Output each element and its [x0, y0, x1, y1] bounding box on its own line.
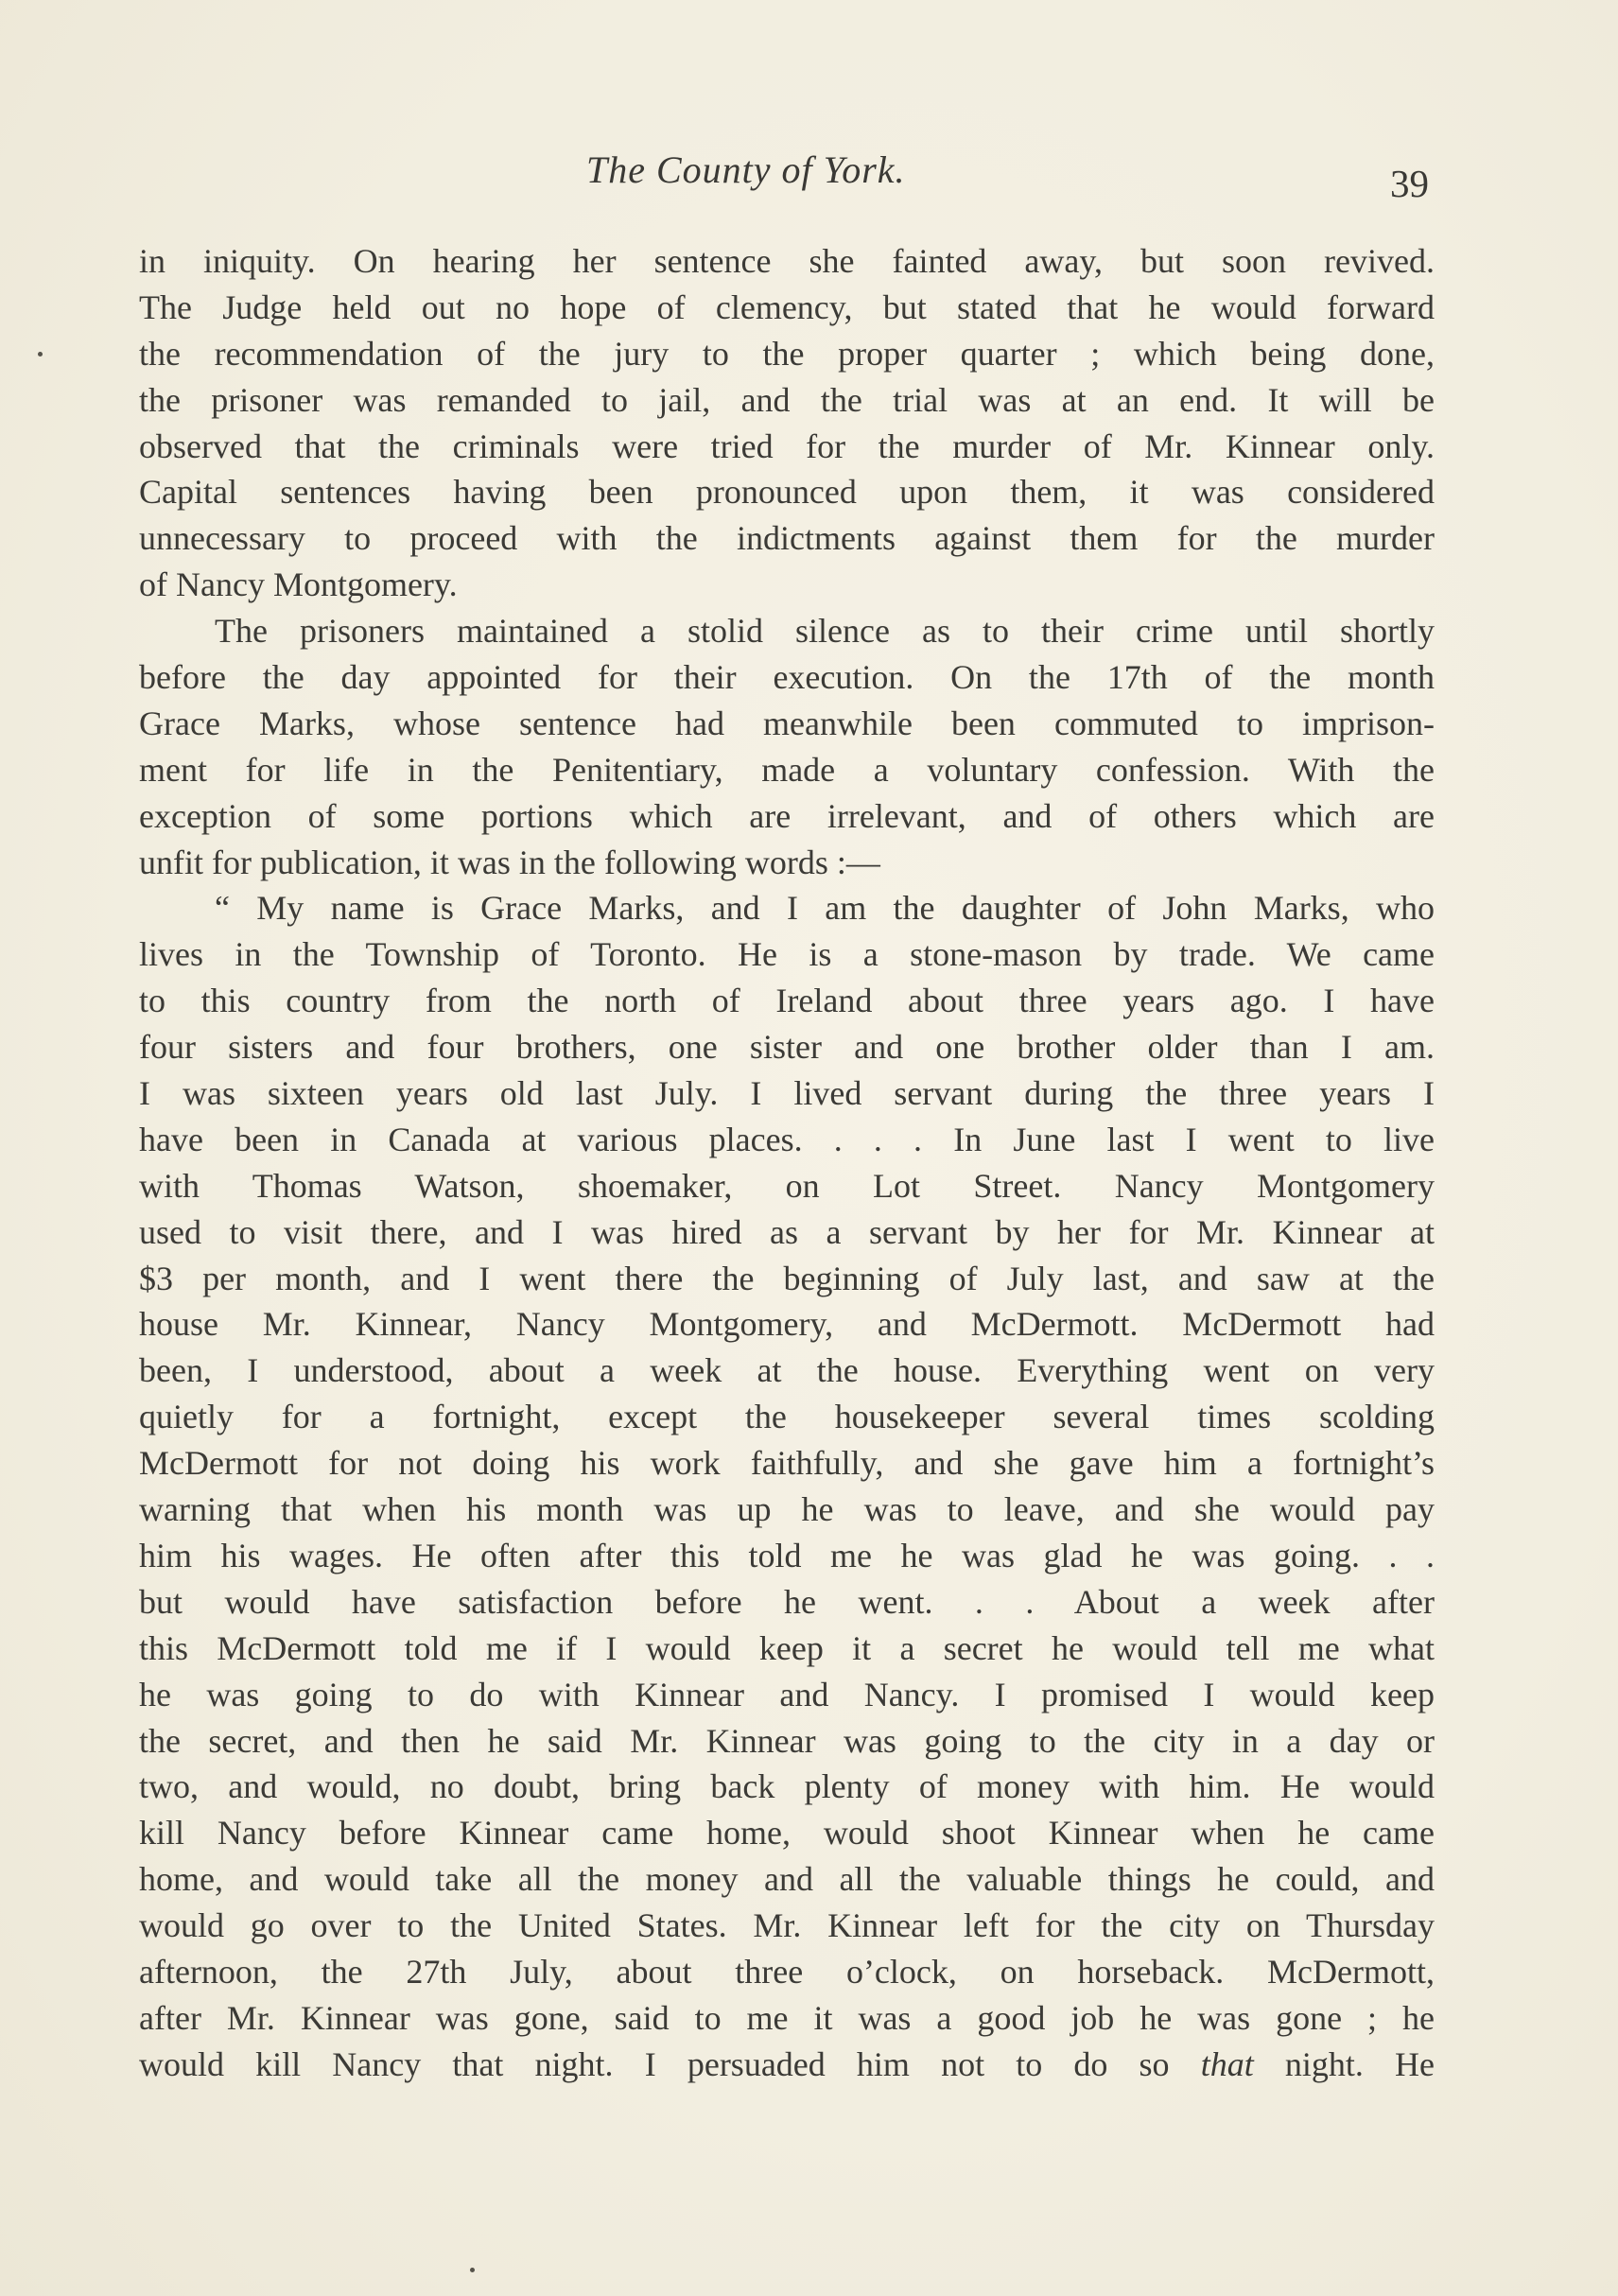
text-line: afternoon, the 27th July, about three o’clock, on horseback. McDermott, — [139, 1952, 1435, 1991]
text-line: him his wages. He often after this told me he was glad he was going. . . — [139, 1536, 1435, 1574]
text-line: with Thomas Watson, shoemaker, on Lot Street. Nancy Montgomery — [139, 1166, 1435, 1205]
body-text — [139, 238, 1435, 2088]
text-line: four sisters and four brothers, one sister and one brother older than I am. — [139, 1028, 1435, 1067]
final-line-before: would kill Nancy that night. I persuaded him not to do so — [139, 2044, 1201, 2083]
text-line: used to visit there, and I was hired as a servant by her for Mr. Kinnear at — [139, 1212, 1435, 1251]
page-number: 39 — [1390, 162, 1429, 205]
text-line: The Judge held out no hope of clemency, but stated that he would forward — [139, 287, 1435, 326]
paragraph-start-line: The prisoners maintained a stolid silence as to their crime until shortly — [215, 612, 1435, 651]
text-line: ment for life in the Penitentiary, made a voluntary confession. With the — [139, 750, 1435, 789]
text-line: Grace Marks, whose sentence had meanwhile been commuted to imprison- — [139, 704, 1435, 742]
paper-speck — [38, 352, 43, 357]
text-line: the prisoner was remanded to jail, and the trial was at an end. It will be — [139, 380, 1435, 419]
text-line: McDermott for not doing his work faithfully, and she gave him a fortnight’s — [139, 1444, 1435, 1483]
text-line: the recommendation of the jury to the proper quarter ; which being done, — [139, 334, 1435, 373]
text-line: to this country from the north of Ireland about three years ago. I have — [139, 982, 1435, 1020]
text-line: this McDermott told me if I would keep it a secret he would tell me what — [139, 1628, 1435, 1667]
text-line: would go over to the United States. Mr. Kinnear left for the city on Thursday — [139, 1906, 1435, 1945]
text-line: before the day appointed for their execution. On the 17th of the month — [139, 658, 1435, 697]
text-line: in iniquity. On hearing her sentence she fainted away, but soon revived. — [139, 242, 1435, 280]
text-line: but would have satisfaction before he went. . . About a week after — [139, 1582, 1435, 1621]
text-line: the secret, and then he said Mr. Kinnear was going to the city in a day or — [139, 1721, 1435, 1760]
final-line-after: night. He — [1253, 2044, 1435, 2083]
text-line: I was sixteen years old last July. I lived servant during the three years I — [139, 1074, 1435, 1113]
text-line: been, I understood, about a week at the house. Everything went on very — [139, 1351, 1435, 1390]
text-line: Capital sentences having been pronounced upon them, it was considered — [139, 473, 1435, 512]
quotation-start-line: “ My name is Grace Marks, and I am the daughter of John Marks, who — [215, 889, 1435, 928]
text-line: exception of some portions which are irrelevant, and of others which are — [139, 796, 1435, 835]
paper-speck — [470, 2268, 475, 2272]
text-line: warning that when his month was up he was to leave, and she would pay — [139, 1490, 1435, 1529]
paragraph-end-line: of Nancy Montgomery. — [139, 565, 458, 604]
text-line: lives in the Township of Toronto. He is a stone-mason by trade. We came — [139, 935, 1435, 974]
text-line: have been in Canada at various places. . . . In June last I went to live — [139, 1120, 1435, 1158]
text-line: after Mr. Kinnear was gone, said to me it was a good job he was gone ; he — [139, 1998, 1435, 2037]
text-line: kill Nancy before Kinnear came home, would shoot Kinnear when he came — [139, 1814, 1435, 1852]
final-text-line — [139, 2042, 1435, 2088]
text-line: unnecessary to proceed with the indictments against them for the murder — [139, 519, 1435, 558]
text-line: two, and would, no doubt, bring back plenty of money with him. He would — [139, 1767, 1435, 1806]
running-title: The County of York. — [586, 148, 906, 191]
emphasized-word: that — [1200, 2044, 1254, 2083]
text-line: house Mr. Kinnear, Nancy Montgomery, and McDermott. McDermott had — [139, 1305, 1435, 1344]
text-line: observed that the criminals were tried for the murder of Mr. Kinnear only. — [139, 426, 1435, 465]
text-line: $3 per month, and I went there the beginning of July last, and saw at the — [139, 1259, 1435, 1297]
text-line: quietly for a fortnight, except the housekeeper several times scolding — [139, 1398, 1435, 1436]
text-line: home, and would take all the money and all the valuable things he could, and — [139, 1860, 1435, 1899]
text-line: he was going to do with Kinnear and Nancy. I promised I would keep — [139, 1675, 1435, 1713]
running-head — [0, 142, 1618, 205]
paragraph-end-line: unfit for publication, it was in the following words :— — [139, 843, 880, 881]
